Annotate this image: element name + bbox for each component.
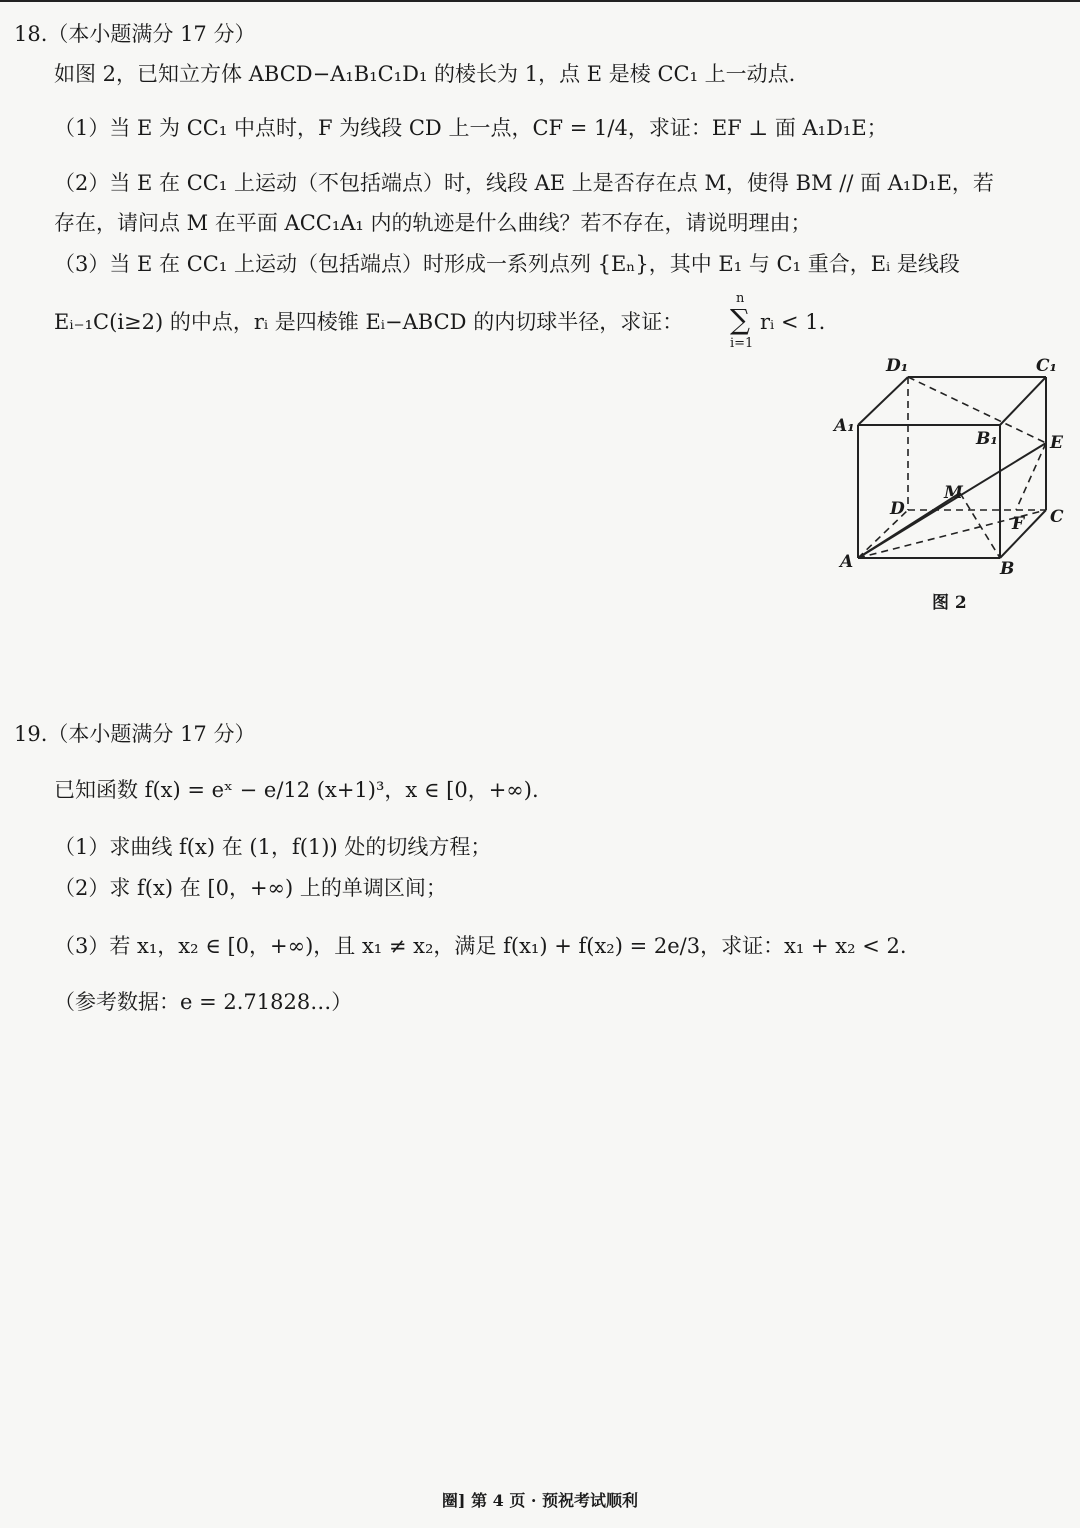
label-E: E [1050, 433, 1063, 453]
q19-reference: （参考数据：e = 2.71828…） [54, 990, 353, 1014]
q18-part2-line1: （2）当 E 在 CC₁ 上运动（不包括端点）时，线段 AE 上是否存在点 M，使得 BM // 面 A₁D₁E，若 [54, 171, 994, 195]
q19-part1: （1）求曲线 f(x) 在 (1，f(1)) 处的切线方程； [54, 835, 492, 859]
q18-intro: 如图 2，已知立方体 ABCD−A₁B₁C₁D₁ 的棱长为 1，点 E 是棱 CC₁ 上一动点. [54, 62, 796, 86]
hidden-MB [960, 493, 1000, 558]
sum-tail: rᵢ < 1. [760, 310, 826, 334]
label-D1: D₁ [886, 356, 909, 376]
label-B: B [1000, 559, 1015, 579]
q19-part2: （2）求 f(x) 在 [0，+∞) 上的单调区间； [54, 876, 447, 900]
edge-B1C1 [1000, 377, 1046, 425]
label-D: D [890, 499, 905, 519]
label-B1: B₁ [976, 429, 998, 449]
label-C1: C₁ [1036, 356, 1057, 376]
cube-figure [820, 355, 1080, 585]
q18-part2-line2: 存在，请问点 M 在平面 ACC₁A₁ 内的轨迹是什么曲线？若不存在，请说明理由； [54, 211, 812, 235]
sum-upper-limit: n [736, 291, 745, 306]
page-footer: 圈] 第 4 页 · 预祝考试顺利 [441, 1491, 639, 1510]
label-A1: A₁ [834, 416, 855, 436]
q18-part1: （1）当 E 为 CC₁ 中点时，F 为线段 CD 上一点，CF = 1/4，求证：EF ⊥ 面 A₁D₁E； [54, 116, 888, 140]
q19-part3: （3）若 x₁，x₂ ∈ [0，+∞)，且 x₁ ≠ x₂，满足 f(x₁) + f(x₂) = 2e/3，求证：x₁ + x₂ < 2. [54, 934, 907, 958]
q19-intro: 已知函数 f(x) = eˣ − e/12 (x+1)³，x ∈ [0，+∞). [54, 778, 539, 802]
sum-lower-limit: i=1 [730, 336, 754, 351]
sum-symbol: ∑ [730, 303, 750, 336]
q19-header: 19.（本小题满分 17 分） [14, 722, 256, 746]
q18-part3-line2: Eᵢ₋₁C(i≥2) 的中点，rᵢ 是四棱锥 Eᵢ−ABCD 的内切球半径，求证： [54, 310, 684, 334]
label-C: C [1050, 507, 1064, 527]
label-A: A [840, 552, 854, 572]
top-rule [0, 0, 1080, 2]
q18-header: 18.（本小题满分 17 分） [14, 22, 256, 46]
figure-caption: 图 2 [932, 593, 967, 613]
q18-part3-line1: （3）当 E 在 CC₁ 上运动（包括端点）时形成一系列点列 {Eₙ}，其中 E₁ 与 C₁ 重合，Eᵢ 是线段 [54, 252, 960, 276]
label-M: M [944, 483, 963, 503]
label-F: F [1012, 514, 1025, 534]
edge-A1D1 [858, 377, 908, 425]
